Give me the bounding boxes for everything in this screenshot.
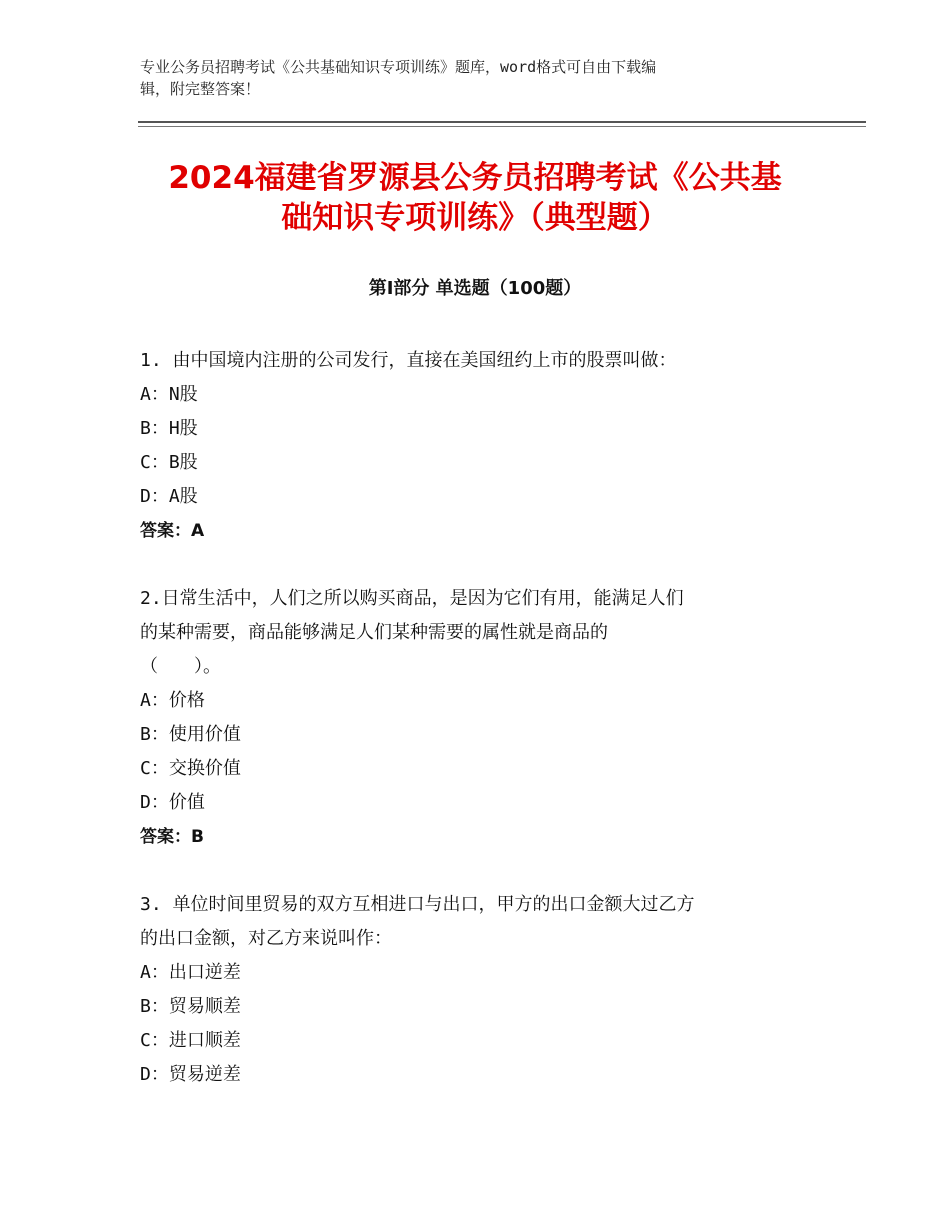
option-a: A：出口逆差 <box>140 962 241 983</box>
question-stem: 3. 单位时间里贸易的双方互相进口与出口，甲方的出口金额大过乙方 <box>140 894 695 915</box>
section-title: 第Ⅰ部分 单选题（100题） <box>368 278 582 299</box>
header-divider-thin <box>138 126 866 127</box>
header-note-line: 专业公务员招聘考试《公共基础知识专项训练》题库，word格式可自由下载编 <box>140 58 657 76</box>
question-stem: 2.日常生活中，人们之所以购买商品，是因为它们有用，能满足人们 <box>140 588 684 609</box>
document-title-line: 础知识专项训练》（典型题） <box>281 200 669 236</box>
option-c: C：交换价值 <box>140 758 241 779</box>
option-b: B：使用价值 <box>140 724 241 745</box>
question-1 <box>140 344 810 548</box>
option-b: B：H股 <box>140 418 198 439</box>
answer: 答案：B <box>140 827 204 847</box>
option-d: D：贸易逆差 <box>140 1064 241 1085</box>
question-stem: 的出口金额，对乙方来说叫作： <box>140 928 392 949</box>
question-stem: 的某种需要，商品能够满足人们某种需要的属性就是商品的 <box>140 622 608 643</box>
header-note <box>140 56 800 100</box>
question-3 <box>140 888 810 1092</box>
question-list <box>140 344 810 1126</box>
document-title-line: 2024福建省罗源县公务员招聘考试《公共基 <box>168 160 782 196</box>
header-note-line: 辑，附完整答案！ <box>140 80 261 98</box>
option-b: B：贸易顺差 <box>140 996 241 1017</box>
question-stem: 1. 由中国境内注册的公司发行，直接在美国纽约上市的股票叫做： <box>140 350 677 371</box>
answer: 答案：A <box>140 521 205 541</box>
option-d: D：价值 <box>140 792 205 813</box>
header-divider-thick <box>138 121 866 123</box>
option-c: C：B股 <box>140 452 198 473</box>
question-2 <box>140 582 810 854</box>
option-a: A：价格 <box>140 690 205 711</box>
option-c: C：进口顺差 <box>140 1030 241 1051</box>
option-a: A：N股 <box>140 384 198 405</box>
question-stem: （ ）。 <box>140 656 221 677</box>
option-d: D：A股 <box>140 486 198 507</box>
document-title <box>120 158 830 238</box>
